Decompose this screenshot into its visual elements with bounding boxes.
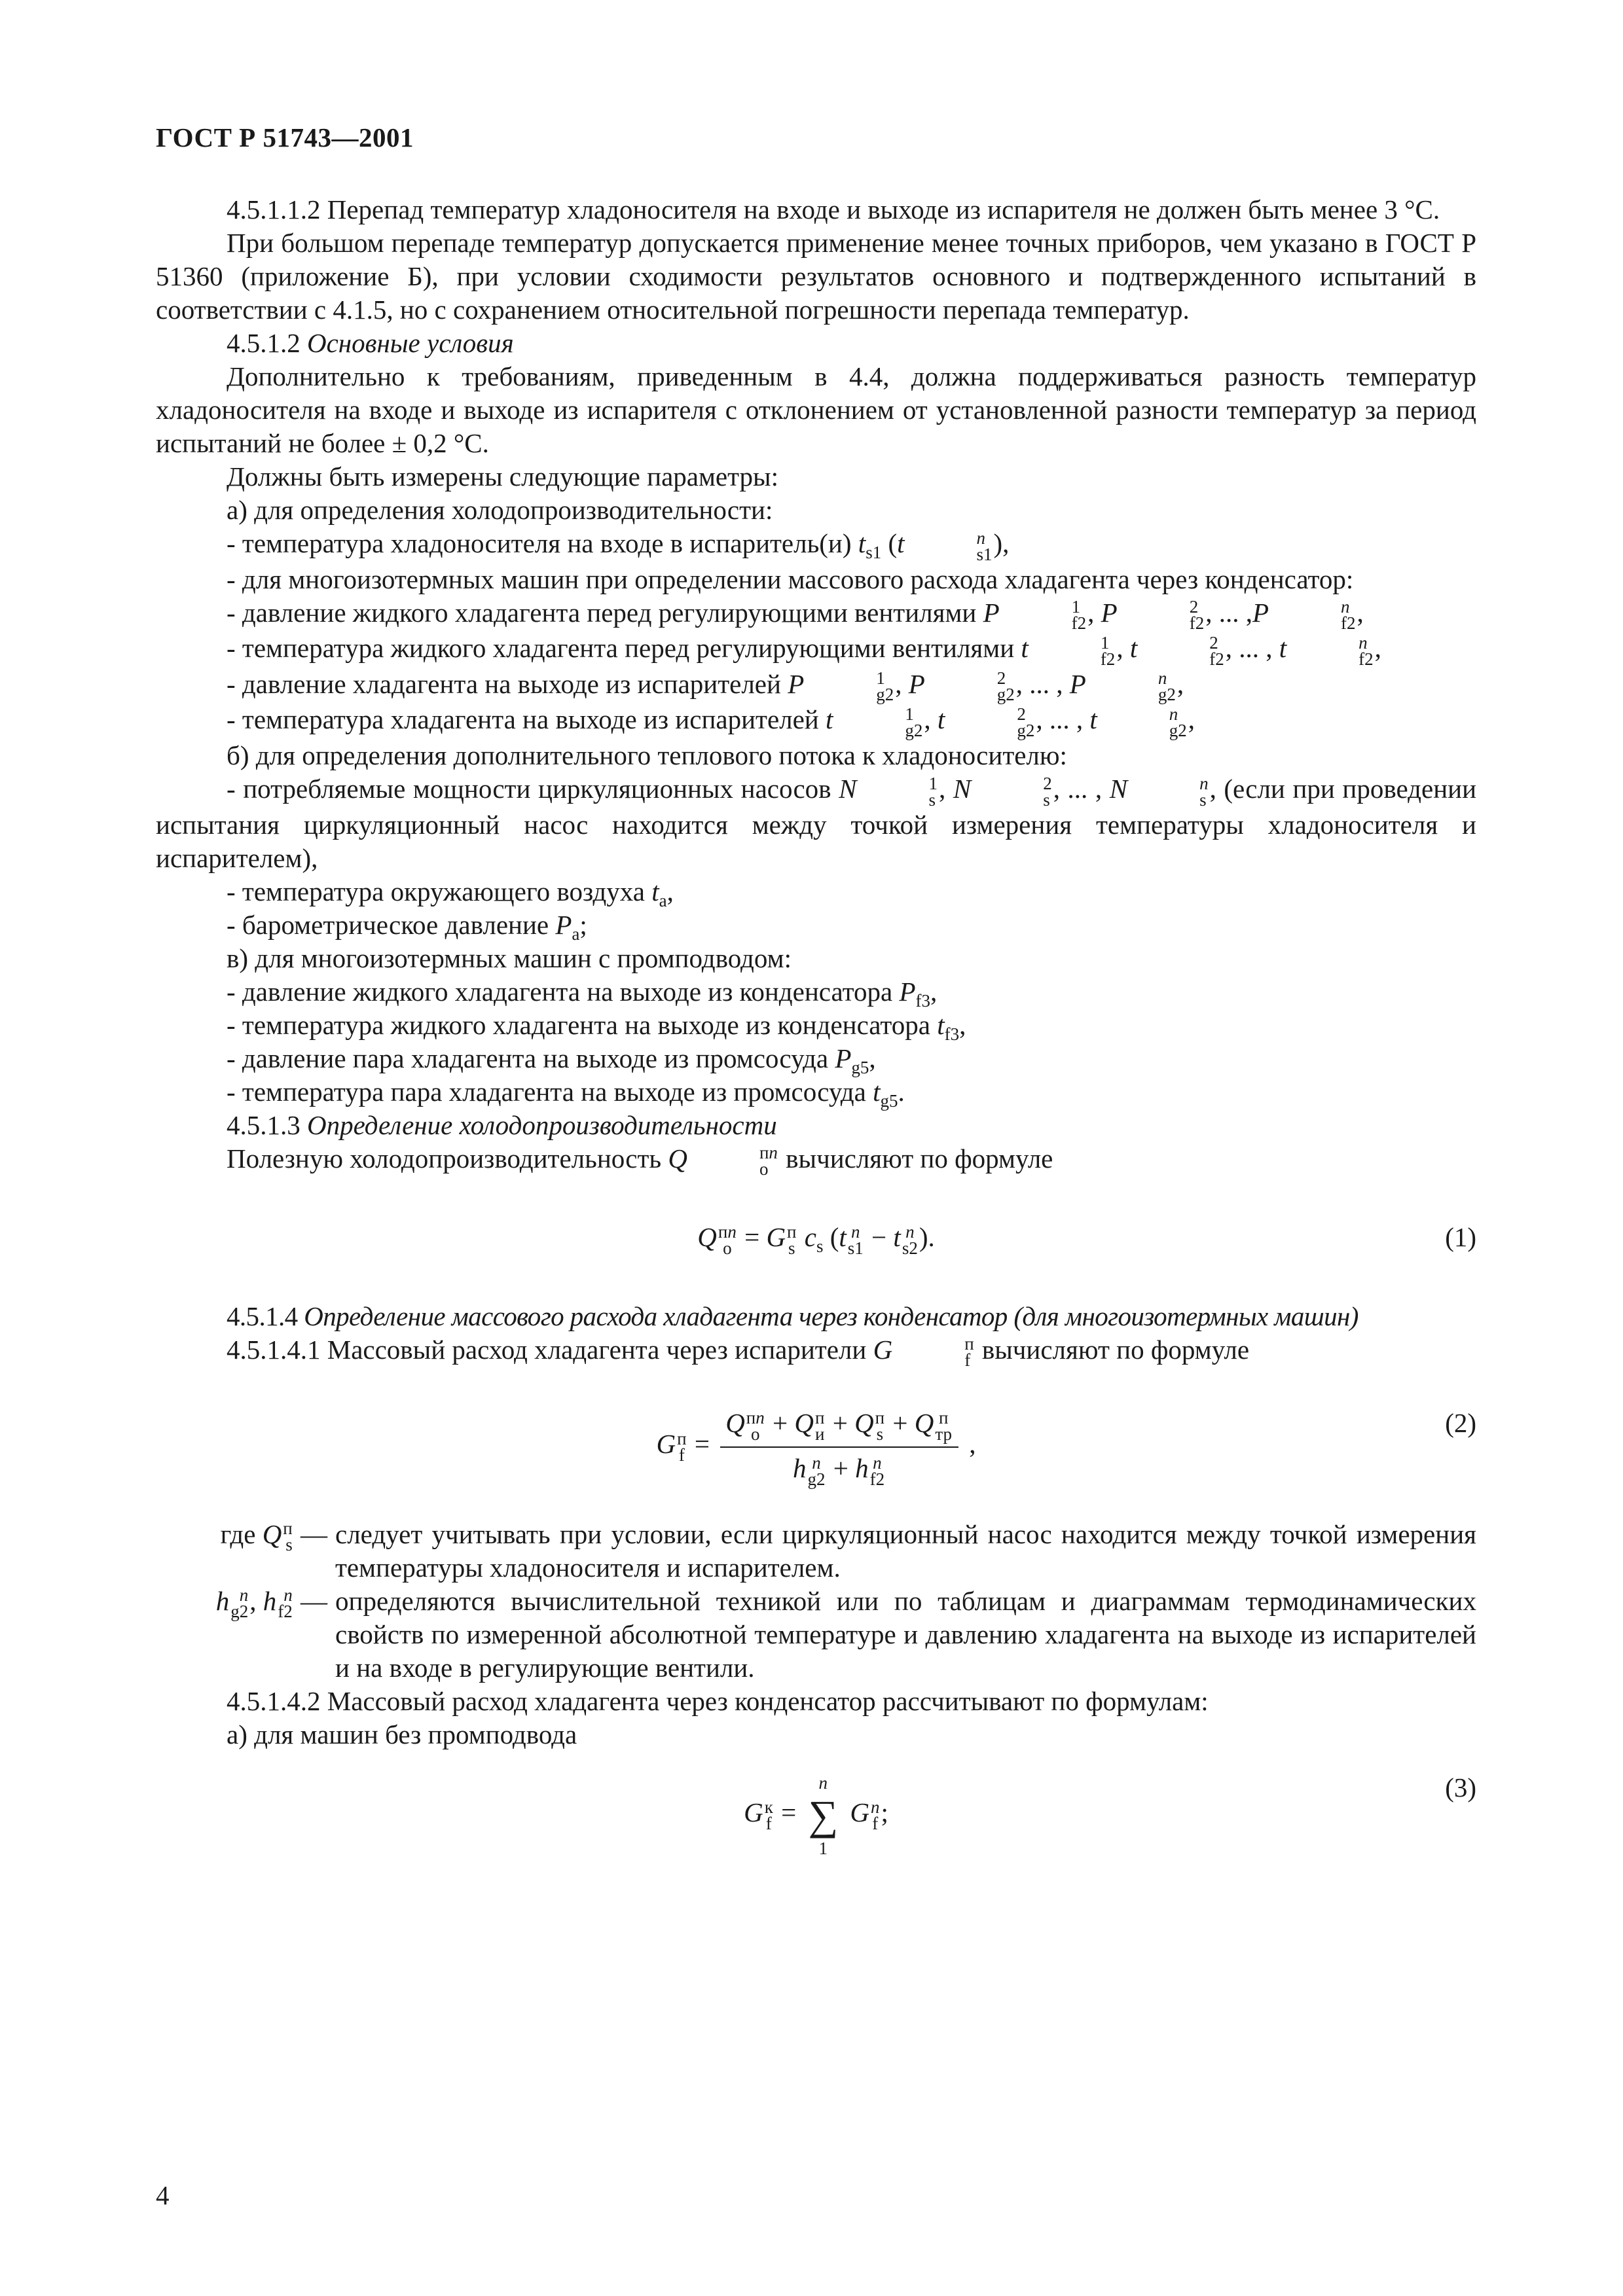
- equation-2: [156, 1407, 1476, 1487]
- list-item: - температура жидкого хладагента перед регулирующими вентилями t 1 f2 , t 2 f2 , ... , t n f2 ,: [227, 632, 1381, 669]
- formula: G п f = Q пn о + Q п и + Q п s + Q п тр h n g2 + h n f2 ,: [656, 1407, 976, 1489]
- list-item: - барометрическое давление $P_a$;: [227, 909, 587, 944]
- equation-number: (2): [1445, 1408, 1476, 1439]
- section-heading: [156, 1300, 1476, 1333]
- section-title: Основные условия: [307, 328, 514, 358]
- list-item: - температура хладагента на выходе из испарителей t 1 g2 , t 2 g2 , ... , t n g2 ,: [227, 704, 1195, 740]
- section-title: Определение массового расхода хладагента через конденсатор (для многоизотермных машин): [304, 1300, 1359, 1331]
- list-item: - давление жидкого хладагента на выходе из конденсатора $P_{f3}$,: [227, 976, 938, 1011]
- formula-inline: P 1 g2 , P 2 g2 , ... , P n g2 ,: [788, 668, 1184, 705]
- paragraph: 4.5.1.4.1 Массовый расход хладагента через испарители G п f вычисляют по формуле: [227, 1334, 1250, 1371]
- paragraph: 4.5.1.4.2 Массовый расход хладагента через конденсатор рассчитывают по формулам:: [227, 1685, 1209, 1716]
- list-item: - температура хладоносителя на входе в испаритель(и) $t_{s1}$ (t n s1 ),: [227, 528, 1010, 564]
- section-number: 4.5.1.4: [227, 1300, 298, 1331]
- paragraph: Должны быть измерены следующие параметры:: [227, 461, 778, 492]
- equation-1: [156, 1221, 1476, 1257]
- list-item: - для многоизотермных машин при определении массового расхода хладагента через конденсатор:: [227, 564, 1354, 594]
- list-item: - температура пара хладагента на выходе из промсосуда $t_{g5}$.: [227, 1076, 905, 1111]
- summation: n ∑ 1: [808, 1772, 839, 1858]
- paragraph: 4.5.1.1.2 Перепад температур хладоносителя на входе и выходе из испарителя не должен быть менее 3 °С.: [227, 194, 1440, 224]
- formula: G к f = n ∑ 1 G n f ;: [744, 1797, 888, 1827]
- list-item: - температура жидкого хладагента на выходе из конденсатора $t_{f3}$,: [227, 1009, 966, 1044]
- section-heading: [156, 327, 1476, 360]
- paragraph: б) для определения дополнительного теплового потока к хладоносителю:: [227, 740, 1067, 770]
- section-heading: [156, 1109, 1476, 1142]
- section-title: Определение холодопроизводительности: [307, 1109, 777, 1140]
- standard-header: ГОСТ Р 51743—2001: [156, 122, 414, 152]
- formula-inline: N 1 s , N 2 s , ... , N n s ,: [839, 773, 1216, 810]
- section-number: 4.5.1.2: [227, 328, 301, 358]
- paragraph: При большом перепаде температур допускается применение менее точных приборов, чем указано в ГОСТ Р 51360 (приложение Б), при условии сходимости результатов основного и подтвержденного испытаний в соответствии с 4.1.5, но с сохранением относительной погрешности перепада температур.: [156, 228, 1476, 325]
- list-item: - потребляемые мощности циркуляционных насосов N 1 s , N 2 s , ... , N n s , (если при проведении испытания циркуляционный насос находится между точкой измерения температуры хладоносителя и испарителем),: [156, 773, 1477, 873]
- document-body: [156, 193, 1476, 1860]
- list-item: - давление жидкого хладагента перед регулирующими вентилями P 1 f2 , P 2 f2 , ... ,P n f2 ,: [227, 597, 1364, 634]
- formula-inline: t 1 g2 , t 2 g2 , ... , t n g2 ,: [826, 704, 1195, 740]
- paragraph: а) для определения холодопроизводительности:: [227, 495, 773, 525]
- formula-inline: $t_{s1}$ (t n s1 ),: [858, 528, 1010, 564]
- equation-3: [156, 1771, 1476, 1860]
- paragraph: в) для многоизотермных машин с промподводом:: [227, 942, 792, 973]
- formula-inline: t 1 f2 , t 2 f2 , ... , t n f2 ,: [1021, 632, 1381, 669]
- formula: Q пn о = G п s $c_s$ (t n s1 − t n s2 ).: [697, 1221, 935, 1258]
- paragraph: Полезную холодопроизводительность Q пn о вычисляют по формуле: [227, 1143, 1053, 1179]
- list-item: - температура окружающего воздуха $t_a$,: [227, 876, 674, 910]
- equation-number: (3): [1445, 1772, 1476, 1803]
- paragraph: а) для машин без промподвода: [227, 1719, 577, 1749]
- list-item: - давление пара хладагента на выходе из промсосуда $P_{g5}$,: [227, 1043, 876, 1077]
- where-clause: где Q п s — следует учитывать при условии, если циркуляционный насос находится между точкой измерения температуры хладоносителя и испарителем.: [220, 1518, 1476, 1583]
- equation-number: (1): [1445, 1222, 1476, 1253]
- list-item: - давление хладагента на выходе из испарителей P 1 g2 , P 2 g2 , ... , P n g2 ,: [227, 668, 1184, 705]
- fraction: Q пn о + Q п и + Q п s + Q п тр h n g2 + h n f2: [720, 1407, 958, 1487]
- where-clause: h n g2 , h n f2 — определяются вычислительной техникой или по таблицам и диаграммам термодинамических свойств по измеренной абсолютной температуре и давлению хладагента на выходе из испарителей и на входе в регулирующие вентили.: [215, 1585, 1476, 1683]
- paragraph: Дополнительно к требованиям, приведенным в 4.4, должна поддерживаться разность температур хладоносителя на входе и выходе из испарителя с отклонением от установленной разности температур за период испытаний не более ± 0,2 °С.: [156, 361, 1476, 458]
- section-number: 4.5.1.3: [227, 1109, 301, 1140]
- formula-inline: P 1 f2 , P 2 f2 , ... ,P n f2 ,: [983, 597, 1364, 634]
- page-number: 4: [156, 2180, 170, 2210]
